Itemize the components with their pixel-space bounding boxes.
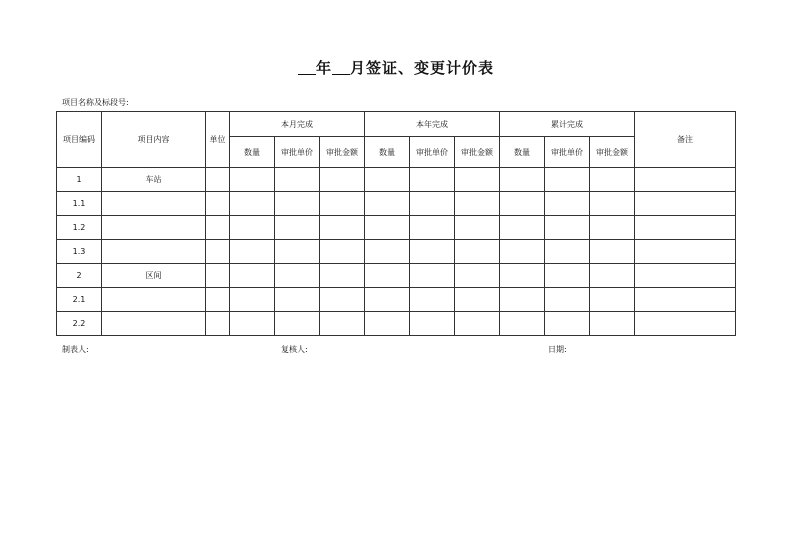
cum-price-cell bbox=[545, 264, 590, 288]
row-code: 1 bbox=[57, 168, 102, 192]
month-qty-cell bbox=[230, 288, 275, 312]
month-qty-cell bbox=[230, 168, 275, 192]
year-qty-cell bbox=[365, 168, 410, 192]
row-code: 1.3 bbox=[57, 240, 102, 264]
year-amount-cell bbox=[455, 168, 500, 192]
year-qty-cell bbox=[365, 312, 410, 336]
year-amount-cell bbox=[455, 216, 500, 240]
cum-amount-cell bbox=[590, 264, 635, 288]
remark-cell bbox=[635, 168, 736, 192]
date-label: 日期: bbox=[548, 345, 567, 354]
preparer-label: 制表人: bbox=[62, 345, 89, 354]
month-amount-cell bbox=[320, 216, 365, 240]
row-code: 2.1 bbox=[57, 288, 102, 312]
row-code: 1.2 bbox=[57, 216, 102, 240]
month-qty-cell bbox=[230, 312, 275, 336]
row-content: 车站 bbox=[102, 168, 206, 192]
cum-qty-cell bbox=[500, 288, 545, 312]
year-amount-cell bbox=[455, 192, 500, 216]
cum-qty-cell bbox=[500, 240, 545, 264]
month-price-cell bbox=[275, 288, 320, 312]
header-month-price: 审批单价 bbox=[275, 137, 320, 168]
header-year-price: 审批单价 bbox=[410, 137, 455, 168]
header-year-amount: 审批金额 bbox=[455, 137, 500, 168]
row-code: 2.2 bbox=[57, 312, 102, 336]
year-price-cell bbox=[410, 240, 455, 264]
cum-amount-cell bbox=[590, 168, 635, 192]
cum-price-cell bbox=[545, 168, 590, 192]
row-unit-cell bbox=[206, 288, 230, 312]
cum-qty-cell bbox=[500, 168, 545, 192]
month-price-cell bbox=[275, 168, 320, 192]
month-qty-cell bbox=[230, 240, 275, 264]
table-row bbox=[57, 192, 736, 216]
table-row bbox=[57, 288, 736, 312]
year-amount-cell bbox=[455, 288, 500, 312]
month-amount-cell bbox=[320, 312, 365, 336]
cum-qty-cell bbox=[500, 216, 545, 240]
year-price-cell bbox=[410, 216, 455, 240]
cum-qty-cell bbox=[500, 192, 545, 216]
header-month-qty: 数量 bbox=[230, 137, 275, 168]
cum-price-cell bbox=[545, 288, 590, 312]
cum-price-cell bbox=[545, 216, 590, 240]
month-price-cell bbox=[275, 192, 320, 216]
year-qty-cell bbox=[365, 264, 410, 288]
remark-cell bbox=[635, 312, 736, 336]
year-price-cell bbox=[410, 288, 455, 312]
remark-cell bbox=[635, 192, 736, 216]
remark-cell bbox=[635, 264, 736, 288]
table-row bbox=[57, 240, 736, 264]
row-unit-cell bbox=[206, 240, 230, 264]
row-content bbox=[102, 216, 206, 240]
cum-amount-cell bbox=[590, 240, 635, 264]
cum-amount-cell bbox=[590, 312, 635, 336]
month-amount-cell bbox=[320, 192, 365, 216]
row-unit-cell bbox=[206, 264, 230, 288]
month-amount-cell bbox=[320, 168, 365, 192]
cum-amount-cell bbox=[590, 288, 635, 312]
cum-qty-cell bbox=[500, 264, 545, 288]
cum-price-cell bbox=[545, 192, 590, 216]
cum-amount-cell bbox=[590, 216, 635, 240]
remark-cell bbox=[635, 216, 736, 240]
month-price-cell bbox=[275, 312, 320, 336]
month-price-cell bbox=[275, 240, 320, 264]
title-rest: 月签证、变更计价表 bbox=[350, 59, 495, 77]
year-price-cell bbox=[410, 168, 455, 192]
header-remark: 备注 bbox=[635, 112, 736, 168]
year-qty-cell bbox=[365, 288, 410, 312]
title-year: 年 bbox=[315, 59, 332, 77]
valuation-table bbox=[56, 111, 736, 336]
cum-qty-cell bbox=[500, 312, 545, 336]
row-unit-cell bbox=[206, 192, 230, 216]
remark-cell bbox=[635, 288, 736, 312]
row-code: 1.1 bbox=[57, 192, 102, 216]
year-price-cell bbox=[410, 192, 455, 216]
table-row bbox=[57, 312, 736, 336]
table-row bbox=[57, 216, 736, 240]
row-unit-cell bbox=[206, 168, 230, 192]
header-content: 项目内容 bbox=[102, 112, 206, 168]
year-price-cell bbox=[410, 312, 455, 336]
month-qty-cell bbox=[230, 216, 275, 240]
header-cum-qty: 数量 bbox=[500, 137, 545, 168]
row-content: 区间 bbox=[102, 264, 206, 288]
header-group-year: 本年完成 bbox=[365, 112, 500, 137]
month-qty-cell bbox=[230, 264, 275, 288]
year-qty-cell bbox=[365, 192, 410, 216]
row-content bbox=[102, 288, 206, 312]
month-amount-cell bbox=[320, 240, 365, 264]
month-amount-cell bbox=[320, 288, 365, 312]
year-amount-cell bbox=[455, 264, 500, 288]
cum-price-cell bbox=[545, 312, 590, 336]
month-blank bbox=[332, 60, 350, 75]
row-content bbox=[102, 240, 206, 264]
header-year-qty: 数量 bbox=[365, 137, 410, 168]
header-unit: 单位 bbox=[206, 112, 230, 168]
header-cum-amount: 审批金额 bbox=[590, 137, 635, 168]
row-content bbox=[102, 192, 206, 216]
year-amount-cell bbox=[455, 312, 500, 336]
year-price-cell bbox=[410, 264, 455, 288]
year-qty-cell bbox=[365, 240, 410, 264]
header-group-month: 本月完成 bbox=[230, 112, 365, 137]
row-unit-cell bbox=[206, 216, 230, 240]
month-qty-cell bbox=[230, 192, 275, 216]
row-content bbox=[102, 312, 206, 336]
year-blank bbox=[298, 60, 316, 75]
project-name-label: 项目名称及标段号: bbox=[62, 98, 129, 107]
month-price-cell bbox=[275, 216, 320, 240]
header-code: 项目编码 bbox=[57, 112, 102, 168]
year-qty-cell bbox=[365, 216, 410, 240]
cum-amount-cell bbox=[590, 192, 635, 216]
month-amount-cell bbox=[320, 264, 365, 288]
table-row bbox=[57, 168, 736, 192]
reviewer-label: 复核人: bbox=[281, 345, 308, 354]
cum-price-cell bbox=[545, 240, 590, 264]
remark-cell bbox=[635, 240, 736, 264]
page-title bbox=[0, 57, 792, 78]
year-amount-cell bbox=[455, 240, 500, 264]
table-row bbox=[57, 264, 736, 288]
row-unit-cell bbox=[206, 312, 230, 336]
header-month-amount: 审批金额 bbox=[320, 137, 365, 168]
header-cum-price: 审批单价 bbox=[545, 137, 590, 168]
header-group-cumulative: 累计完成 bbox=[500, 112, 635, 137]
row-code: 2 bbox=[57, 264, 102, 288]
month-price-cell bbox=[275, 264, 320, 288]
